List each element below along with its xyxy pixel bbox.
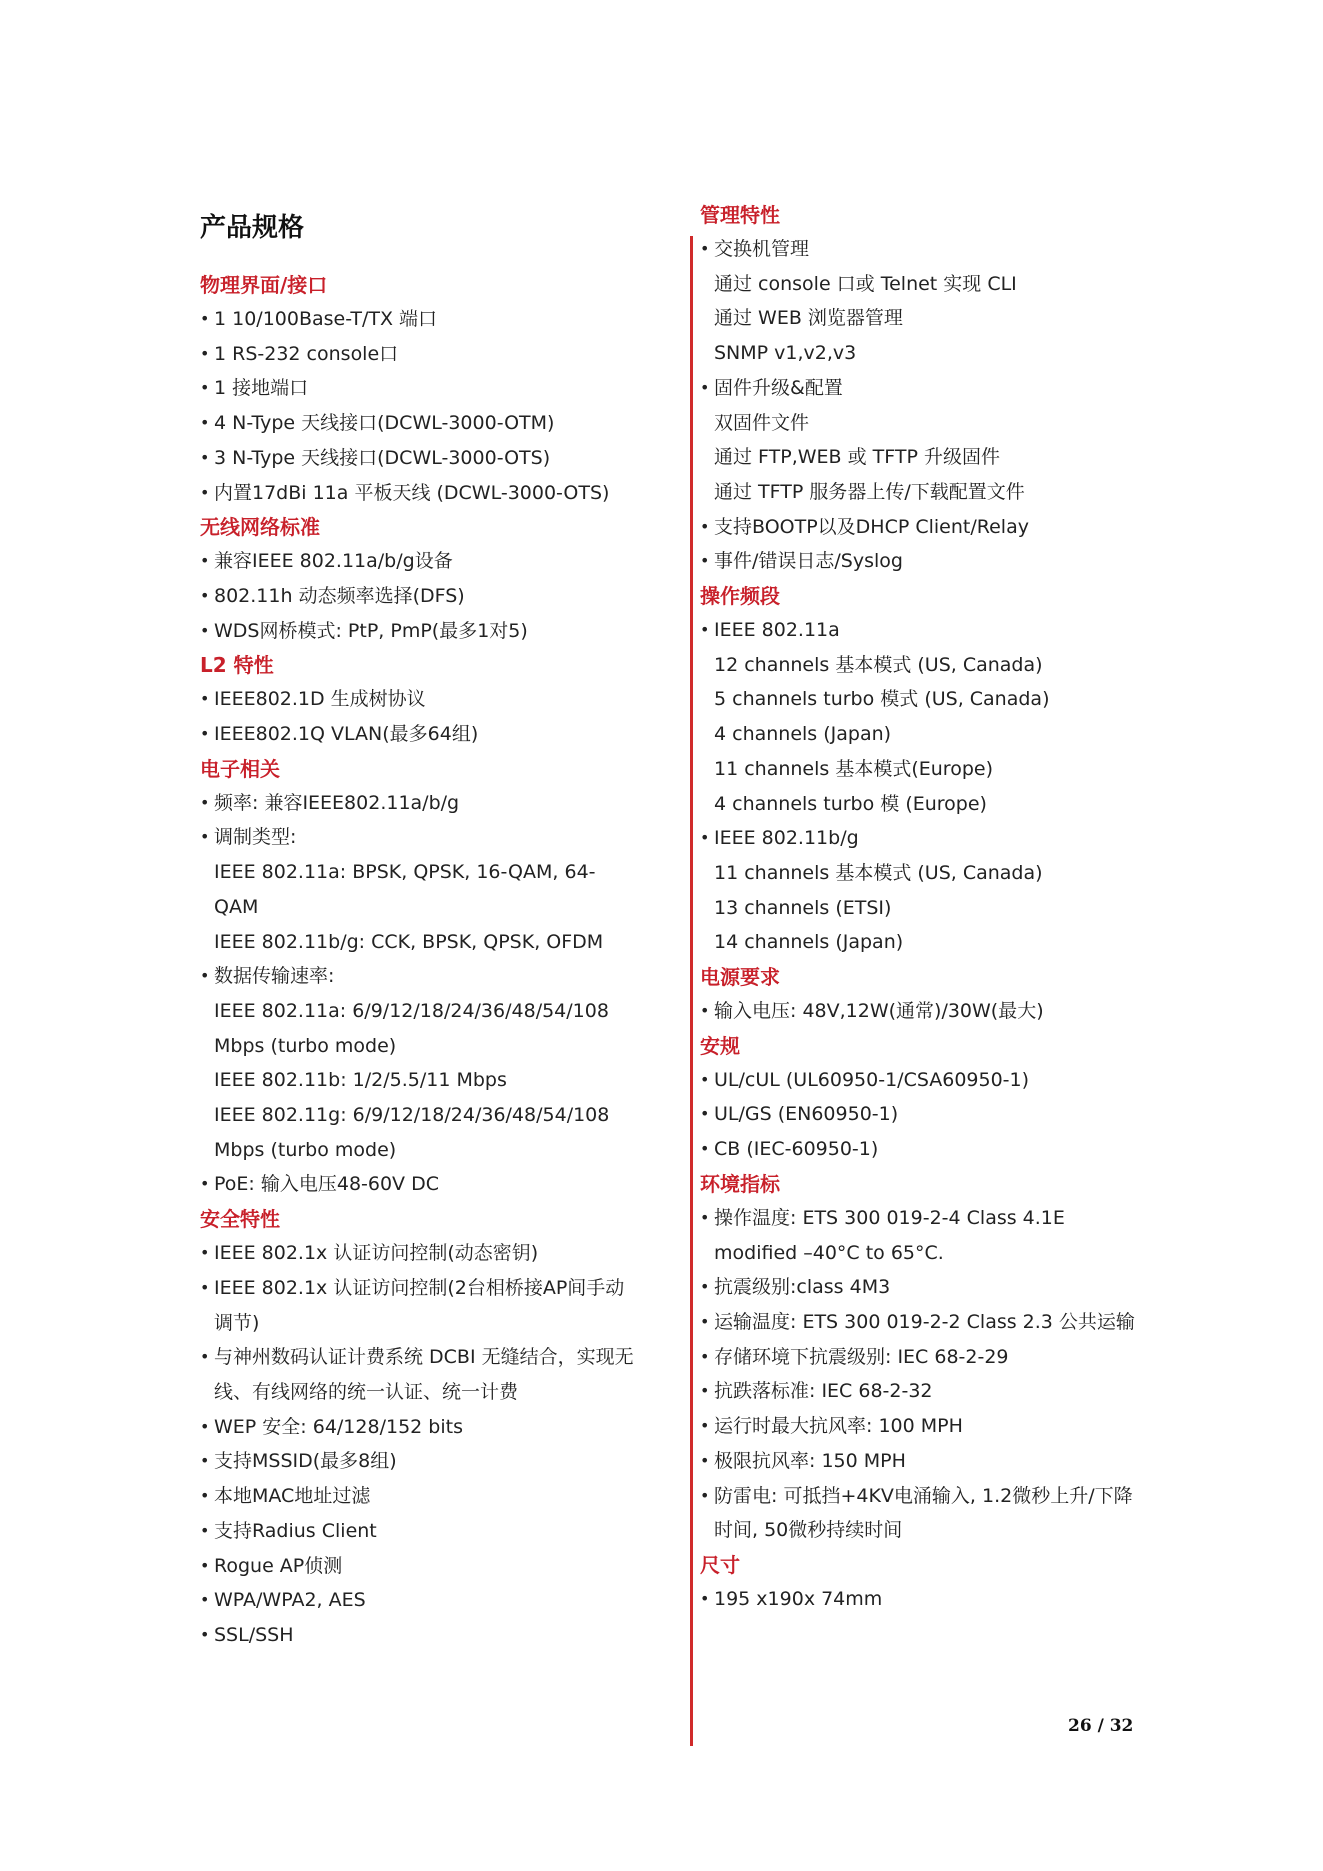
spec-item: • IEEE 802.1x 认证访问控制(动态密钥) bbox=[200, 1236, 640, 1271]
spec-item: • PoE: 输入电压48-60V DC bbox=[200, 1167, 640, 1202]
spec-subitem: 4 channels (Japan) bbox=[714, 723, 892, 746]
spec-item: • 1 10/100Base-T/TX 端口 bbox=[200, 302, 640, 337]
spec-subitem: 通过 console 口或 Telnet 实现 CLI bbox=[714, 272, 1017, 295]
spec-item: • 内置17dBi 11a 平板天线 (DCWL-3000-OTS) bbox=[200, 476, 640, 511]
section-title: 电子相关 bbox=[200, 756, 280, 781]
spec-subitem: 4 channels turbo 模 (Europe) bbox=[714, 792, 987, 815]
spec-list bbox=[700, 1582, 1140, 1617]
spec-item: • UL/GS (EN60950-1) bbox=[700, 1097, 1140, 1132]
spec-item: • 防雷电: 可抵挡+4KV电涌输入, 1.2微秒上升/下降时间, 50微秒持续时间 bbox=[700, 1479, 1140, 1548]
spec-item: • 1 RS-232 console口 bbox=[200, 337, 640, 372]
spec-subitem: 通过 WEB 浏览器管理 bbox=[714, 307, 903, 330]
spec-item: • 3 N-Type 天线接口(DCWL-3000-OTS) bbox=[200, 441, 640, 476]
spec-item: • UL/cUL (UL60950-1/CSA60950-1) bbox=[700, 1063, 1140, 1098]
spec-subitem: 通过 FTP,WEB 或 TFTP 升级固件 bbox=[714, 446, 1000, 469]
spec-item: • 兼容IEEE 802.11a/b/g设备 bbox=[200, 544, 640, 579]
right-column bbox=[700, 198, 1140, 1617]
spec-subitem: 14 channels (Japan) bbox=[714, 931, 904, 954]
section-title: 环境指标 bbox=[700, 1171, 780, 1196]
section-title: 管理特性 bbox=[700, 203, 780, 227]
spec-item: • 运行时最大抗风率: 100 MPH bbox=[700, 1409, 1140, 1444]
spec-item: • 支持BOOTP以及DHCP Client/Relay bbox=[700, 510, 1140, 545]
spec-item: • 支持MSSID(最多8组) bbox=[200, 1444, 640, 1479]
spec-list bbox=[700, 232, 1140, 579]
spec-item: • WEP 安全: 64/128/152 bits bbox=[200, 1410, 640, 1445]
spec-list bbox=[700, 613, 1140, 960]
spec-item: • IEEE 802.1x 认证访问控制(2台相桥接AP间手动调节) bbox=[200, 1271, 640, 1340]
spec-item: • 数据传输速率: bbox=[200, 959, 640, 994]
spec-subitem: IEEE 802.11a: BPSK, QPSK, 16-QAM, 64-QAM bbox=[214, 861, 596, 918]
spec-item: • 抗跌落标准: IEC 68-2-32 bbox=[700, 1374, 1140, 1409]
spec-item: • 4 N-Type 天线接口(DCWL-3000-OTM) bbox=[200, 406, 640, 441]
spec-subitem: 5 channels turbo 模式 (US, Canada) bbox=[714, 688, 1050, 711]
spec-item: • 事件/错误日志/Syslog bbox=[700, 544, 1140, 579]
section-title: 电源要求 bbox=[700, 965, 780, 990]
spec-item: • 802.11h 动态频率选择(DFS) bbox=[200, 579, 640, 614]
spec-item: • 极限抗风率: 150 MPH bbox=[700, 1444, 1140, 1479]
spec-item: • 支持Radius Client bbox=[200, 1514, 640, 1549]
spec-list bbox=[200, 682, 640, 751]
spec-item: • 存储环境下抗震级别: IEC 68-2-29 bbox=[700, 1340, 1140, 1375]
spec-list bbox=[700, 1063, 1140, 1167]
spec-item: • 1 接地端口 bbox=[200, 371, 640, 406]
spec-item: • 操作温度: ETS 300 019-2-4 Class 4.1E modified –40°C to 65°C. bbox=[700, 1201, 1140, 1270]
section-title: 无线网络标准 bbox=[200, 515, 320, 540]
spec-subitem: 11 channels 基本模式 (US, Canada) bbox=[714, 861, 1043, 884]
spec-list bbox=[200, 544, 640, 648]
spec-item: • IEEE802.1Q VLAN(最多64组) bbox=[200, 717, 640, 752]
spec-subitem: 11 channels 基本模式(Europe) bbox=[714, 757, 993, 780]
spec-subitem: IEEE 802.11b/g: CCK, BPSK, QPSK, OFDM bbox=[214, 930, 604, 953]
section-title: 安全特性 bbox=[200, 1207, 280, 1232]
spec-item: • 195 x190x 74mm bbox=[700, 1582, 1140, 1617]
spec-item: • 交换机管理 bbox=[700, 232, 1140, 267]
section-title: 安规 bbox=[700, 1033, 740, 1058]
spec-list bbox=[200, 786, 640, 1202]
spec-subitem: 13 channels (ETSI) bbox=[714, 896, 892, 919]
spec-subitem: 双固件文件 bbox=[714, 411, 810, 434]
section-title: 操作频段 bbox=[700, 584, 780, 609]
section-title: L2 特性 bbox=[200, 653, 274, 678]
left-column bbox=[200, 210, 640, 1653]
section-title: 物理界面/接口 bbox=[200, 273, 328, 297]
spec-subitem: IEEE 802.11b: 1/2/5.5/11 Mbps bbox=[214, 1069, 507, 1092]
spec-item: • 与神州数码认证计费系统 DCBI 无缝结合，实现无线、有线网络的统一认证、统一计费 bbox=[200, 1340, 640, 1409]
spec-subitem: 12 channels 基本模式 (US, Canada) bbox=[714, 653, 1043, 676]
spec-item: • IEEE 802.11b/g bbox=[700, 821, 1140, 856]
spec-list bbox=[700, 1201, 1140, 1548]
column-divider bbox=[690, 236, 693, 1746]
section-title: 尺寸 bbox=[700, 1552, 740, 1577]
spec-item: • 固件升级&配置 bbox=[700, 371, 1140, 406]
spec-subitem: 通过 TFTP 服务器上传/下载配置文件 bbox=[714, 480, 1025, 503]
spec-item: • 抗震级别:class 4M3 bbox=[700, 1270, 1140, 1305]
spec-item: • IEEE802.1D 生成树协议 bbox=[200, 682, 640, 717]
spec-item: • 输入电压: 48V,12W(通常)/30W(最大) bbox=[700, 994, 1140, 1029]
spec-item: • WPA/WPA2, AES bbox=[200, 1583, 640, 1618]
spec-item: • Rogue AP侦测 bbox=[200, 1549, 640, 1584]
page-title: 产品规格 bbox=[200, 213, 305, 243]
spec-subitem: SNMP v1,v2,v3 bbox=[714, 342, 857, 365]
spec-list bbox=[200, 1236, 640, 1652]
spec-list bbox=[700, 994, 1140, 1029]
page-number: 26 / 32 bbox=[1068, 1716, 1134, 1736]
spec-item: • 调制类型: bbox=[200, 820, 640, 855]
left-sections bbox=[200, 268, 640, 1653]
spec-item: • IEEE 802.11a bbox=[700, 613, 1140, 648]
right-sections bbox=[700, 198, 1140, 1617]
spec-item: • 本地MAC地址过滤 bbox=[200, 1479, 640, 1514]
spec-item: • WDS网桥模式: PtP, PmP(最多1对5) bbox=[200, 614, 640, 649]
spec-item: • SSL/SSH bbox=[200, 1618, 640, 1653]
spec-subitem: IEEE 802.11g: 6/9/12/18/24/36/48/54/108 Mbps (turbo mode) bbox=[214, 1104, 610, 1161]
spec-item: • 频率: 兼容IEEE802.11a/b/g bbox=[200, 786, 640, 821]
spec-item: • 运输温度: ETS 300 019-2-2 Class 2.3 公共运输 bbox=[700, 1305, 1140, 1340]
spec-list bbox=[200, 302, 640, 510]
spec-subitem: IEEE 802.11a: 6/9/12/18/24/36/48/54/108 Mbps (turbo mode) bbox=[214, 999, 609, 1057]
spec-item: • CB (IEC-60950-1) bbox=[700, 1132, 1140, 1167]
